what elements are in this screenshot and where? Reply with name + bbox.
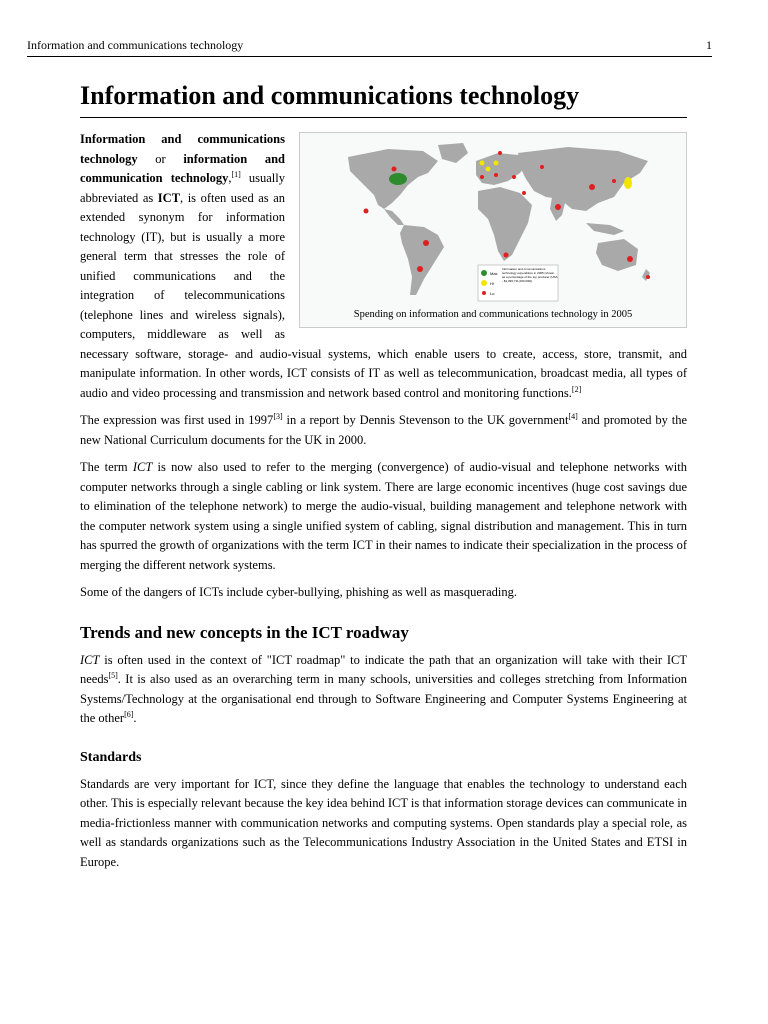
- article-body: [80, 76, 687, 880]
- legend-max-label: Max: [490, 271, 498, 276]
- citation-1[interactable]: [1]: [231, 169, 241, 179]
- citation-2[interactable]: [2]: [571, 384, 582, 394]
- intro-text-body: , is often used as an extended synonym for information technology (IT), but is usually a more general term that stresses the role of unified communications and the integration of telecommunications (telephone lines and wireless signals), computers, middleware as well as necessary software, storage- and audio-visual systems, which enable users to create, access, store, transmit, and manipulate information. In other words, ICT consists of IT as well as telecommunication, broadcast media, all types of audio and video processing and transmission and network based control and monitoring functions.: [80, 190, 687, 400]
- uk-marker: [480, 161, 485, 166]
- standards-paragraph: Standards are very important for ICT, since they define the language that enables the technology to understand each other. This is especially relevant because the key idea behind ICT is that information storage devices can communicate in media-frictionless manner with communication networks and computing systems. Open standards play a special role, as well as standards organizations such as the Telecommunications Industry Association in the United States and ETSI in Europe.: [80, 776, 687, 869]
- trends-text-1: is often used in the context of "ICT roadmap" to indicate the path that an organization will take with their ICT needs: [80, 652, 687, 686]
- canada-marker: [392, 167, 397, 172]
- term-ict-italic: ICT: [132, 460, 153, 474]
- intro-text-abbrev: usually abbreviated as: [80, 171, 285, 205]
- trends-paragraph: [80, 651, 687, 729]
- map-legend: [478, 265, 558, 301]
- trends-text-2: . It is also used as an overarching term in many schools, universities and colleges stretching from Information Systems/Technology at the organisational end through to Software Engineering and Computer Systems Engineering at the other: [80, 672, 687, 725]
- legend-lo-swatch: [482, 291, 486, 295]
- greenland-shape: [438, 143, 468, 163]
- intro-text-or: or: [137, 151, 184, 166]
- term-ict-full: Information and communications technology: [80, 132, 285, 166]
- page-number: 1: [706, 38, 712, 52]
- legend-title: Information and communications technology expenditure in 2005 (shown as a percentage of the top producer (USA - $1,096,711,000,000)): [502, 267, 558, 283]
- figure-caption: Spending on information and communications technology in 2005: [353, 309, 633, 320]
- trends-text-3: .: [133, 711, 137, 725]
- map-figure: [299, 132, 687, 328]
- dangers-paragraph: Some of the dangers of ICTs include cyber-bullying, phishing as well as masquerading.: [80, 585, 517, 599]
- france-marker: [486, 167, 491, 172]
- usa-marker-max: [389, 173, 407, 185]
- new-zealand-shape: [642, 269, 650, 281]
- standards-heading: Standards: [80, 749, 142, 765]
- indonesia-shape: [586, 223, 624, 235]
- history-text-3: and promoted by the new National Curriculum documents for the UK in 2000.: [80, 413, 688, 447]
- central-america-shape: [384, 209, 404, 225]
- citation-6[interactable]: [6]: [124, 709, 134, 719]
- history-paragraph: [80, 411, 687, 450]
- citation-3[interactable]: [3]: [273, 411, 283, 421]
- term-ict: ICT: [157, 190, 181, 205]
- world-spending-map: [328, 139, 658, 305]
- australia-shape: [596, 239, 638, 271]
- japan-marker: [624, 177, 632, 189]
- convergence-text-2: is now also used to refer to the merging (convergence) of audio-visual and telephone networks with computer networks through a single cabling or link system. There are large economic incentives (huge cost savings due to elimination of the telephone network) to merge the audio-visual, building management and telephone network with the computer network system using a single unified system of cabling, signal distribution and management. This in turn has spurred the growth of organizations with the term ICT in their names to indicate their specialization in the process of merging the different network systems.: [80, 460, 688, 572]
- india-marker: [555, 204, 561, 210]
- trends-heading: Trends and new concepts in the ICT roadway: [80, 622, 409, 642]
- brazil-marker: [423, 240, 429, 246]
- korea-marker: [612, 179, 616, 183]
- mexico-marker: [364, 209, 369, 214]
- page-title: Information and communications technology: [80, 76, 687, 118]
- south-africa-marker: [504, 253, 509, 258]
- china-marker: [589, 184, 595, 190]
- legend-hi-label: Hi: [490, 281, 494, 286]
- history-text-2: in a report by Dennis Stevenson to the UK government: [282, 413, 569, 427]
- sweden-marker: [498, 151, 502, 155]
- convergence-paragraph: [80, 458, 687, 575]
- turkey-marker: [512, 175, 516, 179]
- convergence-text-1: The term: [80, 460, 133, 474]
- argentina-marker: [417, 266, 423, 272]
- running-header: [27, 36, 712, 57]
- legend-lo-label: Lo: [490, 291, 495, 296]
- italy-marker: [494, 173, 498, 177]
- legend-hi-swatch: [481, 280, 487, 286]
- south-america-shape: [400, 225, 444, 295]
- running-title: Information and communications technology: [27, 38, 244, 52]
- citation-4[interactable]: [4]: [568, 411, 578, 421]
- history-text-1: The expression was first used in 1997: [80, 413, 274, 427]
- intro-section: [80, 130, 687, 403]
- russia-marker: [540, 165, 544, 169]
- germany-marker: [494, 161, 499, 166]
- new-zealand-marker: [646, 275, 650, 279]
- saudi-marker: [522, 191, 526, 195]
- africa-shape: [478, 187, 532, 261]
- spain-marker: [480, 175, 484, 179]
- australia-marker: [627, 256, 633, 262]
- term-ict-alt: information and communication technology: [80, 151, 285, 185]
- trends-term-ict: ICT: [80, 652, 100, 667]
- intro-comma: ,: [228, 171, 232, 185]
- legend-max-swatch: [481, 270, 487, 276]
- citation-5[interactable]: [5]: [108, 670, 118, 680]
